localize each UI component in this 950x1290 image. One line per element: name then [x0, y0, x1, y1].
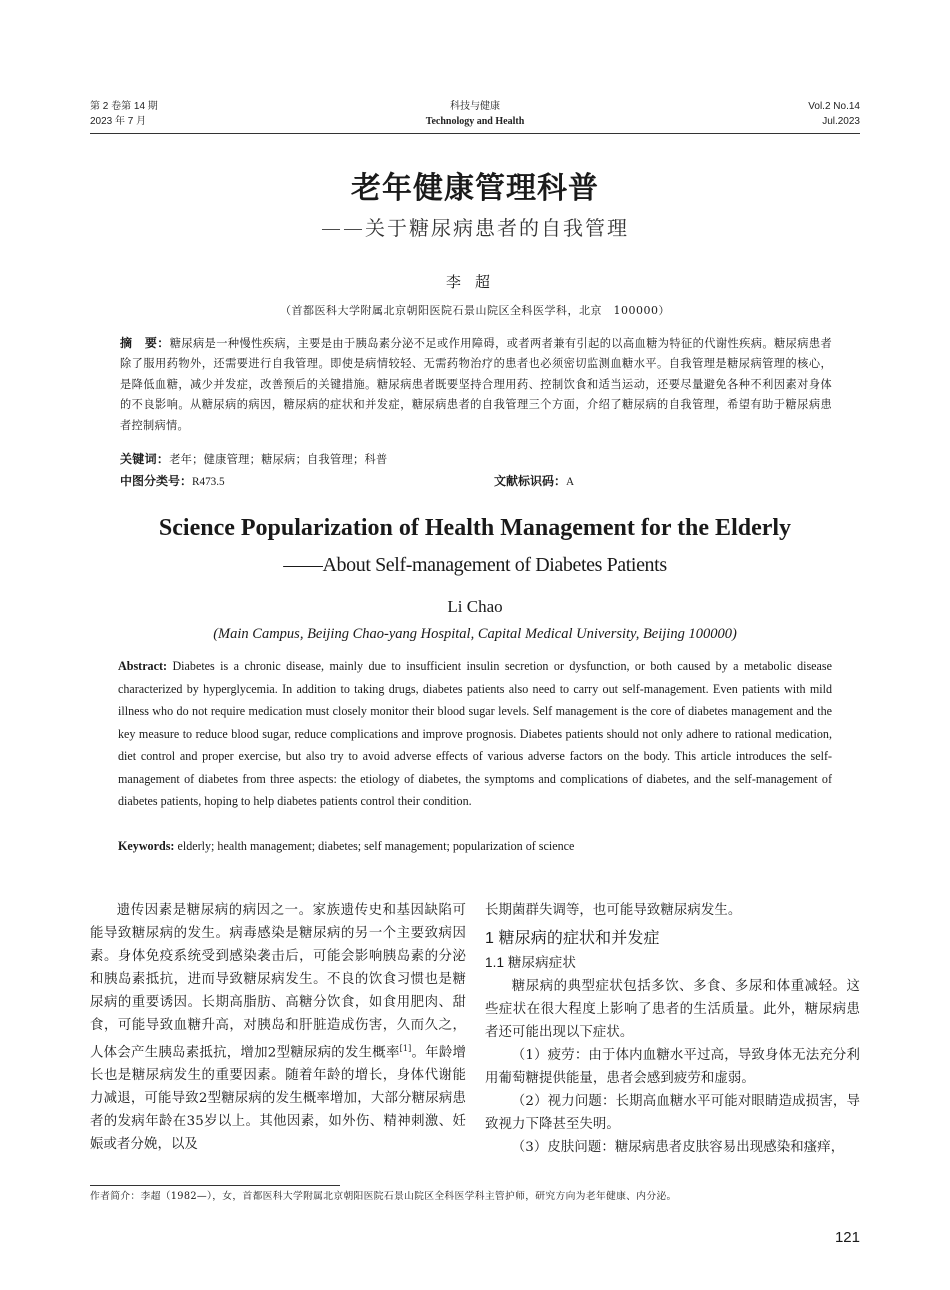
- affiliation-en: (Main Campus, Beijing Chao-yang Hospital, Capital Medical University, Beijing 100000): [213, 626, 737, 642]
- title-cn: 老年健康管理科普: [351, 171, 599, 206]
- volume-issue: 第 2 卷第 14 期: [90, 101, 158, 112]
- header-right: [808, 99, 860, 129]
- affiliation-cn: （首都医科大学附属北京朝阳医院石景山院区全科医学科，北京 100000）: [280, 304, 670, 317]
- author-en: Li Chao: [447, 597, 503, 616]
- clc-number: [120, 471, 225, 492]
- issue-date-en: Jul.2023: [822, 116, 860, 127]
- paragraph-etiology-part1: 遗传因素是糖尿病的病因之一。家族遗传史和基因缺陷可能导致糖尿病的发生。病毒感染是糖尿病的另一个主要致病因素。身体免疫系统受到感染袭击后，可能会影响胰岛素的分泌和胰岛素抵抗，进而导致糖尿病发生。不良的饮食习惯也是糖尿病的重要诱因。长期高脂肪、高糖分饮食，如食用肥肉、甜食，可能导致血糖升高，对胰岛和肝脏造成伤害，久而久之，人体会产生胰岛素抵抗，增加2型糖尿病的发生概率: [90, 903, 466, 1061]
- abstract-en-label: Abstract:: [118, 659, 168, 673]
- abstract-en: [118, 655, 832, 813]
- document-code: [494, 471, 574, 492]
- doc-code-value: A: [566, 476, 575, 488]
- author-cn: 李超: [445, 273, 504, 291]
- doc-code-label: 文献标识码：: [494, 474, 567, 488]
- list-item-skin: （3）皮肤问题：糖尿病患者皮肤容易出现感染和瘙痒，: [511, 1140, 845, 1155]
- title-en: Science Popularization of Health Management for the Elderly: [158, 515, 792, 541]
- keywords-en: [118, 835, 832, 858]
- paragraph-continuation: 长期菌群失调等，也可能导致糖尿病发生。: [485, 903, 742, 918]
- header-rule: [90, 133, 860, 134]
- section-heading-1: 1 糖尿病的症状和并发症: [485, 930, 660, 947]
- volume-number-en: Vol.2 No.14: [808, 101, 860, 112]
- keywords-en-text: elderly; health management; diabetes; self management; popularization of science: [174, 839, 575, 853]
- paragraph-etiology-part2: 。年龄增长也是糖尿病发生的重要因素。随着年龄的增长，身体代谢能力减退，可能导致2型糖尿病的发生概率增加，大部分糖尿病患者的发病年龄在35岁以上。其他因素，如外伤、精神刺激、妊娠或者分娩，以及: [90, 1045, 466, 1153]
- keywords-cn-label: 关键词：: [120, 452, 170, 466]
- citation-1: [1]: [399, 1044, 412, 1053]
- body-right-column: [485, 899, 860, 1159]
- keywords-cn-text: 老年；健康管理；糖尿病；自我管理；科普: [169, 453, 388, 466]
- list-item-vision: （2）视力问题：长期高血糖水平可能对眼睛造成损害，导致视力下降甚至失明。: [485, 1094, 860, 1132]
- footnote-rule: [90, 1185, 340, 1186]
- clc-label: 中图分类号：: [120, 474, 193, 488]
- abstract-cn: [120, 333, 832, 436]
- journal-name-cn: 科技与健康: [450, 101, 500, 112]
- keywords-cn: [120, 449, 832, 470]
- subtitle-cn: ——关于糖尿病患者的自我管理: [321, 216, 629, 240]
- paragraph-symptoms: 糖尿病的典型症状包括多饮、多食、多尿和体重减轻。这些症状在很大程度上影响了患者的生活质量。此外，糖尿病患者还可能出现以下症状。: [485, 979, 860, 1040]
- journal-name-en: Technology and Health: [425, 116, 525, 127]
- subsection-heading-1-1: 1.1 糖尿病症状: [485, 955, 576, 970]
- list-item-fatigue: （1）疲劳：由于体内血糖水平过高，导致身体无法充分利用葡萄糖提供能量，患者会感到疲劳和虚弱。: [485, 1048, 860, 1086]
- abstract-en-text: Diabetes is a chronic disease, mainly due to insufficient insulin secretion or dysfunction, or both caused by a metabolic disease characterized by hyperglycemia. In addition to taking drugs, diabetes patients also need to carry out self-management. Even patients with mild illness who do not require medication must closely monitor their blood sugar levels. Self management is the core of diabetes management and the key measure to reduce blood sugar, reduce complications and improve prognosis. Diabetes patients should not only adhere to rational medication, diet control and proper exercise, but also try to avoid adverse effects of various adverse factors on the body. This article introduces the self-management of diabetes from three aspects: the etiology of diabetes, the symptoms and complications of diabetes, and the self-management of diabetes patients, hoping to help diabetes patients control their condition.: [118, 659, 832, 808]
- keywords-en-label: Keywords:: [118, 839, 175, 853]
- body-left-column: [90, 899, 466, 1156]
- clc-value: R473.5: [192, 476, 225, 488]
- subtitle-en: ——About Self-management of Diabetes Patients: [283, 554, 667, 576]
- paragraph-etiology: [90, 899, 466, 1156]
- issue-date: 2023 年 7 月: [90, 116, 147, 127]
- author-footnote: 作者简介：李超（1982—），女，首都医科大学附属北京朝阳医院石景山院区全科医学科主管护师，研究方向为老年健康、内分泌。: [90, 1191, 677, 1202]
- abstract-cn-label: 摘 要：: [120, 336, 170, 350]
- page-number: 121: [834, 1229, 860, 1246]
- abstract-cn-text: 糖尿病是一种慢性疾病，主要是由于胰岛素分泌不足或作用障碍，或者两者兼有引起的以高血糖为特征的代谢性疾病。糖尿病患者除了服用药物外，还需要进行自我管理。即使是病情较轻、无需药物治疗的患者也必须密切监测血糖水平。自我管理是糖尿病管理的核心，是降低血糖，减少并发症，改善预后的关键措施。糖尿病患者既要坚持合理用药、控制饮食和适当运动，还要尽量避免各种不利因素对身体的不良影响。从糖尿病的病因，糖尿病的症状和并发症，糖尿病患者的自我管理三个方面，介绍了糖尿病的自我管理，希望有助于糖尿病患者控制病情。: [120, 337, 832, 432]
